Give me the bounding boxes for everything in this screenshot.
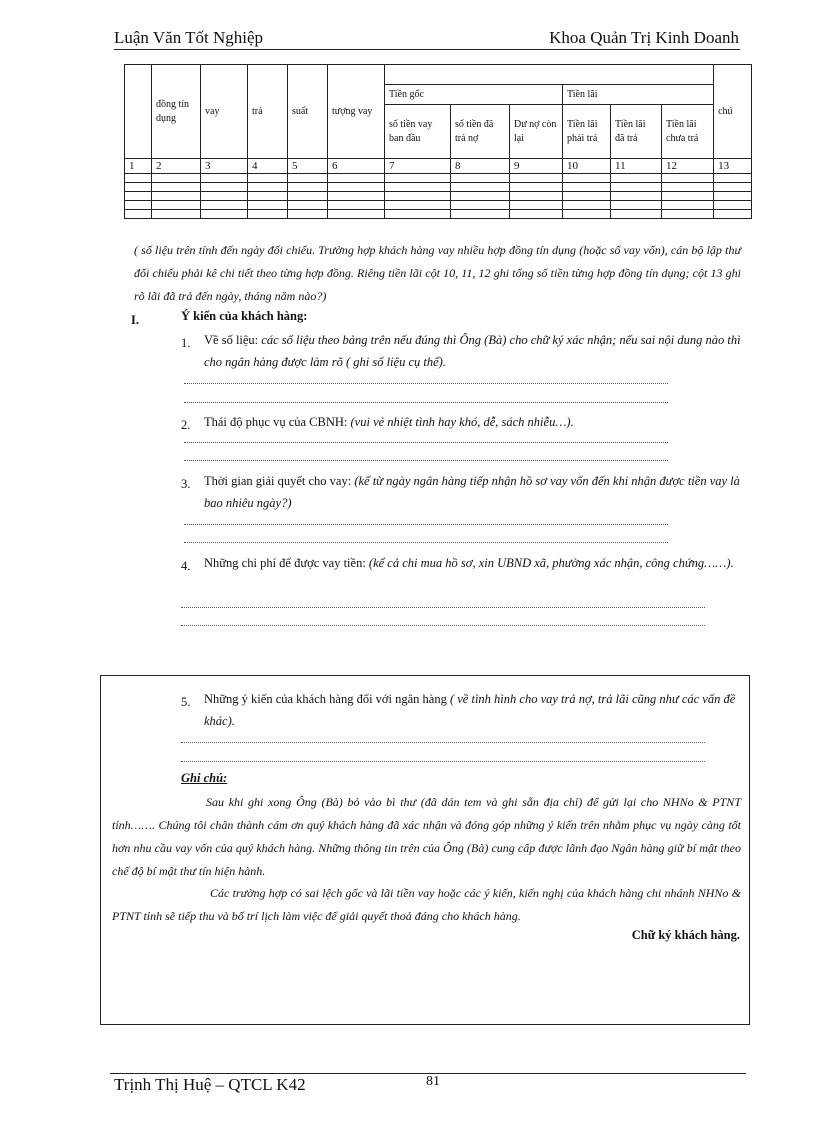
item-1-text: Về số liệu: các số liệu theo bảng trên nếu đúng thì Ông (Bà) cho chữ ký xác nhận; nếu sai nội dung nào thì cho ngân hàng được làm rõ ( ghi số liệu cụ thể). bbox=[204, 333, 741, 369]
comparison-table bbox=[124, 64, 752, 219]
col-number: 10 bbox=[563, 159, 611, 174]
col7-header: số tiền vay ban đầu bbox=[385, 105, 451, 159]
answer-line[interactable] bbox=[181, 607, 705, 608]
col8-header: số tiền đã trả nợ bbox=[451, 105, 510, 159]
col11-header: Tiền lãi đã trả bbox=[611, 105, 662, 159]
item-2-number: 2. bbox=[181, 418, 191, 432]
col5-header: suất bbox=[288, 65, 328, 159]
answer-line[interactable] bbox=[181, 625, 705, 626]
column-number-row bbox=[125, 159, 752, 174]
item-3-text: Thời gian giải quyết cho vay: (kể từ ngày ngân hàng tiếp nhận hồ sơ vay vốn đến khi nhận được tiền vay là bao nhiêu ngày?) bbox=[204, 474, 740, 510]
col1-header bbox=[125, 65, 152, 159]
notes-paragraph-2: Các trường hợp có sai lệch gốc và lãi tiền vay hoặc các ý kiến, kiến nghị của khách hàng chi nhánh NHNo & PTNT tỉnh sẽ tiếp thu và bố trí lịch làm việc để giải quyết thoả đáng cho khách hàng. bbox=[112, 886, 741, 923]
col-number: 13 bbox=[714, 159, 752, 174]
col-number: 1 bbox=[125, 159, 152, 174]
col-number: 8 bbox=[451, 159, 510, 174]
col-number: 6 bbox=[328, 159, 385, 174]
answer-line[interactable] bbox=[184, 383, 668, 384]
col10-header: Tiền lãi phải trả bbox=[563, 105, 611, 159]
header-rule bbox=[114, 49, 740, 50]
table-row bbox=[125, 192, 752, 201]
item-5-text: Những ý kiến của khách hàng đối với ngân hàng ( về tình hình cho vay trả nợ, trả lãi cũng như các vấn đề khác). bbox=[204, 692, 736, 728]
table-note: ( số liệu trên tính đến ngày đối chiếu. Trường hợp khách hàng vay nhiều hợp đồng tín dụng (hoặc sổ vay vốn), cán bộ lập thư đối chiếu phải kê chi tiết theo từng hợp đồng. Riêng tiền lãi cột 10, 11, 12 ghi tổng số tiền từng hợp đồng tín dụng; cột 13 ghi rõ lãi đã trả đến ngày, tháng năm nào?) bbox=[134, 243, 741, 303]
item-1-number: 1. bbox=[181, 336, 191, 350]
header-right: Khoa Quản Trị Kinh Doanh bbox=[549, 28, 739, 47]
col-number: 4 bbox=[248, 159, 288, 174]
col3-header: vay bbox=[201, 65, 248, 159]
table-row bbox=[125, 174, 752, 183]
item-3-number: 3. bbox=[181, 477, 191, 491]
notes-title: Ghi chú: bbox=[181, 771, 228, 785]
col13-header: chú bbox=[714, 65, 752, 159]
item-4-text: Những chi phí để được vay tiền: (kể cả chi mua hồ sơ, xin UBND xã, phường xác nhận, công chứng……). bbox=[204, 556, 734, 570]
table-row bbox=[125, 201, 752, 210]
notes-paragraph-1: Sau khi ghi xong Ông (Bà) bỏ vào bì thư (đã dán tem và ghi sẵn địa chỉ) để gửi lại cho NHNo & PTNT tỉnh……. Chúng tôi chân thành cám ơn quý khách hàng đã xác nhận và đóng góp những ý kiến trên nhằm phục vụ ngày càng tốt hơn nhu cầu vay vốn của quý khách hàng. Những thông tin trên của Ông (Bà) cung cấp được lãnh đạo Ngân hàng giữ bí mật theo chế độ bí mật thư tín hiện hành. bbox=[112, 795, 741, 878]
answer-line[interactable] bbox=[181, 761, 705, 762]
page-number: 81 bbox=[426, 1074, 440, 1089]
col-number: 7 bbox=[385, 159, 451, 174]
answer-line[interactable] bbox=[184, 442, 668, 443]
col-number: 5 bbox=[288, 159, 328, 174]
col-number: 3 bbox=[201, 159, 248, 174]
col2-header: đồng tín dụng bbox=[152, 65, 201, 159]
col-number: 11 bbox=[611, 159, 662, 174]
footer-author: Trịnh Thị Huệ – QTCL K42 bbox=[114, 1075, 306, 1094]
principal-group-header: Tiền gốc bbox=[385, 85, 563, 105]
col9-header: Dư nợ còn lại bbox=[510, 105, 563, 159]
col-number: 12 bbox=[662, 159, 714, 174]
section-title: Ý kiến của khách hàng: bbox=[181, 309, 308, 323]
item-2-text: Thái độ phục vụ của CBNH: (vui vẻ nhiệt tình hay khó, dễ, sách nhiễu…). bbox=[204, 415, 574, 429]
answer-line[interactable] bbox=[184, 402, 668, 403]
col6-header: tượng vay bbox=[328, 65, 385, 159]
item-4-number: 4. bbox=[181, 559, 191, 573]
interest-group-header: Tiền lãi bbox=[563, 85, 714, 105]
answer-line[interactable] bbox=[184, 542, 668, 543]
answer-line[interactable] bbox=[181, 742, 705, 743]
col-number: 2 bbox=[152, 159, 201, 174]
col-number: 9 bbox=[510, 159, 563, 174]
item-5-number: 5. bbox=[181, 695, 191, 709]
section-number: I. bbox=[131, 313, 139, 327]
header-left: Luận Văn Tốt Nghiệp bbox=[114, 28, 264, 47]
table-row bbox=[125, 210, 752, 219]
answer-line[interactable] bbox=[184, 524, 668, 525]
answer-line[interactable] bbox=[184, 460, 668, 461]
signature-label: Chữ ký khách hàng. bbox=[631, 928, 740, 942]
table-row bbox=[125, 183, 752, 192]
top-spacer bbox=[385, 65, 714, 85]
col12-header: Tiền lãi chưa trả bbox=[662, 105, 714, 159]
col4-header: trả bbox=[248, 65, 288, 159]
